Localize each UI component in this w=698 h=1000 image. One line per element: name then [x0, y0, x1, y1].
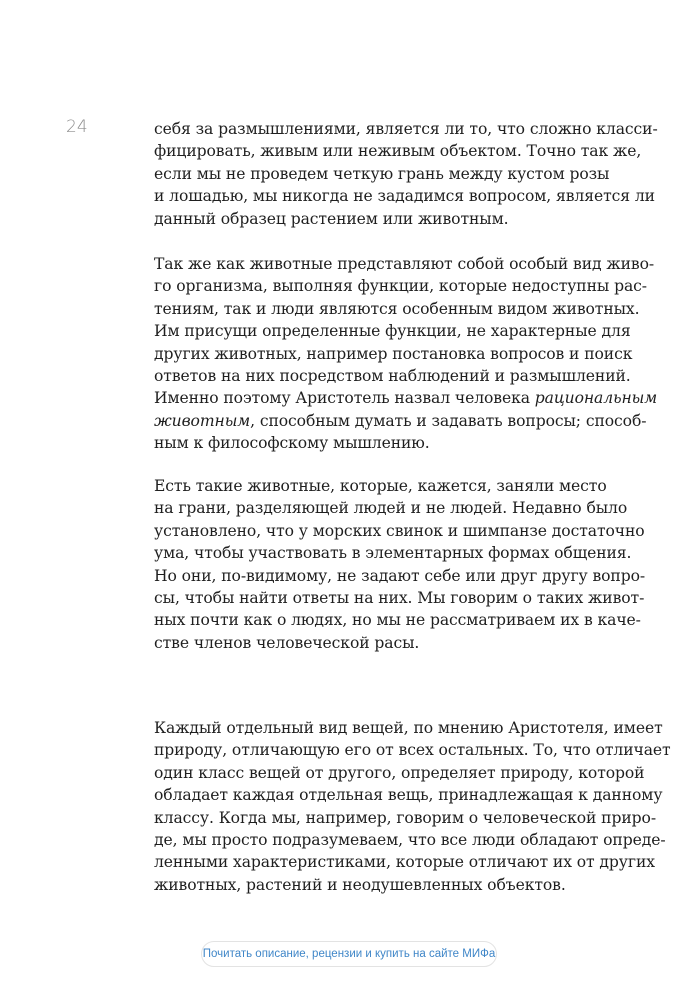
text-line: ленными характеристиками, которые отличают их от других [154, 853, 655, 872]
text-line: ным к философскому мышлению. [154, 434, 430, 453]
paragraph-2 [154, 253, 658, 455]
text-line: де, мы просто подразумеваем, что все люди обладают опреде- [154, 831, 666, 850]
text-segment: Именно поэтому Аристотель назвал человека [154, 389, 535, 408]
text-line: данный образец растением или животным. [154, 209, 509, 228]
text-line: ных почти как о людях, но мы не рассматриваем их в каче- [154, 611, 641, 630]
text-line: обладает каждая отдельная вещь, принадлежащая к данному [154, 786, 663, 805]
italic-term: рациональным [534, 389, 658, 408]
text-line: ума, чтобы участвовать в элементарных формах общения. [154, 544, 632, 563]
text-line: классу. Когда мы, например, говорим о человеческой приро- [154, 808, 656, 827]
text-line: Каждый отдельный вид вещей, по мнению Аристотеля, имеет [154, 719, 663, 737]
page-number: 24 [66, 117, 88, 137]
text-line: один класс вещей от другого, определяет природу, которой [154, 763, 645, 782]
text-line: на грани, разделяющей людей и не людей. Недавно было [154, 499, 628, 518]
text-line: тениям, так и люди являются особенным видом животных. [154, 299, 640, 318]
text-line: го организма, выполняя функции, которые недоступны рас- [154, 277, 647, 296]
paragraph-1 [154, 118, 658, 230]
text-line: Им присущи определенные функции, не характерные для [154, 322, 631, 341]
paragraph-4 [154, 717, 671, 896]
text-line: других животных, например постановка вопросов и поиск [154, 344, 633, 363]
text-line: фицировать, живым или неживым объектом. Точно так же, [154, 142, 642, 161]
text-line: природу, отличающую его от всех остальных. То, что отличает [154, 741, 671, 760]
paragraph-3 [154, 475, 646, 654]
italic-term: животным [154, 411, 251, 430]
text-line: Есть такие животные, которые, кажется, заняли место [154, 477, 607, 495]
text-line [154, 387, 658, 409]
text-line: сы, чтобы найти ответы на них. Мы говорим о таких живот- [154, 589, 645, 608]
text-line: стве членов человеческой расы. [154, 633, 420, 652]
text-line: Но они, по-видимому, не задают себе или друг другу вопро- [154, 566, 646, 585]
text-line: себя за размышлениями, является ли то, что сложно класси- [154, 120, 658, 138]
text-line: животных, растений и неодушевленных объектов. [154, 875, 566, 894]
text-line: если мы не проведем четкую грань между кустом розы [154, 164, 610, 183]
text-line: установлено, что у морских свинок и шимпанзе достаточно [154, 521, 645, 540]
text-line [154, 410, 647, 432]
text-line: Так же как животные представляют собой особый вид живо- [154, 255, 655, 273]
text-line: ответов на них посредством наблюдений и размышлений. [154, 367, 631, 386]
text-line: и лошадью, мы никогда не зададимся вопросом, является ли [154, 187, 655, 206]
buy-book-link[interactable]: Почитать описание, рецензии и купить на сайте МИФа [201, 941, 497, 967]
text-segment: , способным думать и задавать вопросы; способ- [250, 411, 647, 430]
